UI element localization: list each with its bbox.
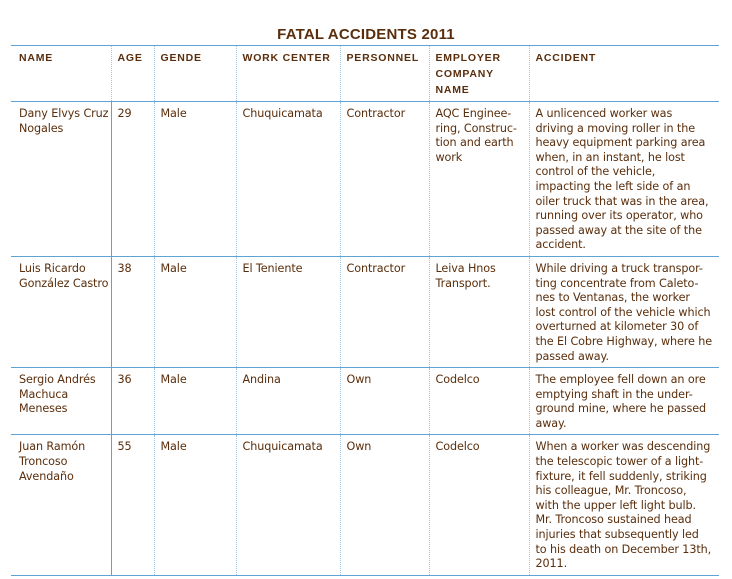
table-row bbox=[11, 102, 719, 257]
header-accident: ACCIDENT bbox=[529, 46, 719, 102]
cell-name: Juan Ramón Troncoso Avendaño bbox=[11, 435, 111, 575]
header-employer-line3: NAME bbox=[435, 84, 470, 96]
table-row bbox=[11, 435, 719, 575]
cell-gender: Male bbox=[154, 435, 236, 575]
cell-personnel: Contractor bbox=[340, 256, 429, 367]
cell-age: 36 bbox=[111, 368, 154, 435]
cell-name: Luis Ricardo González Castro bbox=[11, 256, 111, 367]
cell-work-center: Chuquicamata bbox=[236, 435, 340, 575]
cell-gender: Male bbox=[154, 102, 236, 257]
cell-work-center: Chuquicamata bbox=[236, 102, 340, 257]
cell-age: 29 bbox=[111, 102, 154, 257]
cell-gender: Male bbox=[154, 256, 236, 367]
table-header-row bbox=[11, 46, 719, 102]
cell-personnel: Contractor bbox=[340, 102, 429, 257]
cell-name: Sergio Andrés Machuca Meneses bbox=[11, 368, 111, 435]
cell-employer: Codelco bbox=[429, 435, 529, 575]
cell-work-center: El Teniente bbox=[236, 256, 340, 367]
cell-accident: The employee fell down an ore emptying shaft in the under-ground mine, where he passed away. bbox=[529, 368, 719, 435]
cell-personnel: Own bbox=[340, 368, 429, 435]
cell-accident: A unlicenced worker was driving a moving roller in the heavy equipment parking area when, in an instant, he lost control of the vehicle, impacting the left side of an oiler truck that was in the area, running over its operator, who passed away at the site of the accident. bbox=[529, 102, 719, 257]
cell-personnel: Own bbox=[340, 435, 429, 575]
cell-accident: When a worker was descending the telescopic tower of a light-fixture, it fell suddenly, striking his colleague, Mr. Troncoso, with the upper left light bulb. Mr. Troncoso sustained head injuries that subsequently led to his death on December 13th, 2011. bbox=[529, 435, 719, 575]
cell-employer: Codelco bbox=[429, 368, 529, 435]
header-personnel: PERSONNEL bbox=[340, 46, 429, 102]
cell-work-center: Andina bbox=[236, 368, 340, 435]
cell-name: Dany Elvys Cruz Nogales bbox=[11, 102, 111, 257]
cell-employer: AQC Enginee-ring, Construc-tion and earth work bbox=[429, 102, 529, 257]
header-employer-line2: COMPANY bbox=[435, 68, 494, 80]
page-title: FATAL ACCIDENTS 2011 bbox=[277, 26, 455, 43]
cell-employer: Leiva Hnos Transport. bbox=[429, 256, 529, 367]
header-employer bbox=[429, 46, 529, 102]
header-name: NAME bbox=[11, 46, 111, 102]
cell-age: 55 bbox=[111, 435, 154, 575]
header-employer-line1: EMPLOYER bbox=[435, 52, 501, 64]
fatal-accidents-table bbox=[11, 45, 719, 576]
header-work-center: WORK CENTER bbox=[236, 46, 340, 102]
header-age: AGE bbox=[111, 46, 154, 102]
cell-age: 38 bbox=[111, 256, 154, 367]
table-row bbox=[11, 368, 719, 435]
header-gender: GENDE bbox=[154, 46, 236, 102]
cell-gender: Male bbox=[154, 368, 236, 435]
table-row bbox=[11, 256, 719, 367]
cell-accident: While driving a truck transpor-ting concentrate from Caleto-nes to Ventanas, the worker lost control of the vehicle which overturned at kilometer 30 of the El Cobre Highway, where he passed away. bbox=[529, 256, 719, 367]
